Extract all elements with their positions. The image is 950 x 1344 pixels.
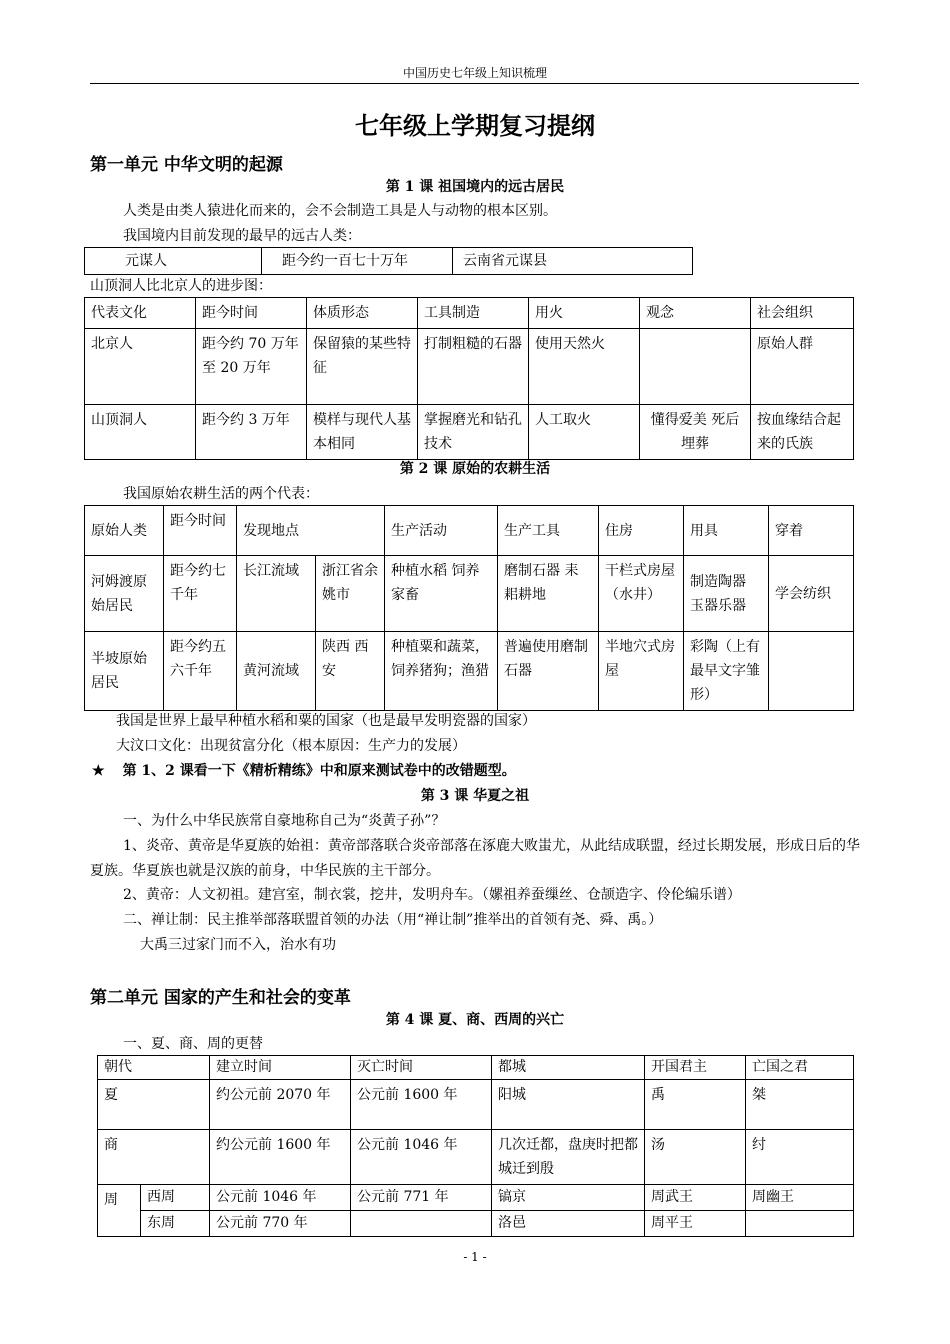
- table-cell: 种植水稻 饲养家畜: [385, 556, 498, 632]
- table-cell: 周武王: [645, 1185, 746, 1211]
- table-cell: 磨制石器 耒耜耕地: [498, 556, 599, 632]
- table-row: [98, 1080, 854, 1130]
- lesson1-heading: 第 1 课 祖国境内的远古居民: [385, 179, 565, 195]
- lesson2-para1: 我国原始农耕生活的两个代表：: [123, 486, 319, 502]
- lesson1-para2: 我国境内目前发现的最早的远古人类：: [123, 228, 361, 244]
- table-row: [85, 298, 854, 329]
- table-cell: 元谋人: [85, 248, 262, 275]
- table-cell: 周幽王: [746, 1185, 854, 1211]
- lesson3-question2: 二、禅让制：民主推举部落联盟首领的办法（用“禅让制”推举出的首领有尧、舜、禹。）: [123, 912, 663, 928]
- table-row: [85, 632, 854, 711]
- table-cell: 公元前 1046 年: [351, 1130, 492, 1185]
- table-header-cell: 代表文化: [85, 298, 196, 329]
- table-header-cell: 观念: [640, 298, 751, 329]
- table-cell: 普遍使用磨制石器: [498, 632, 599, 711]
- lesson3-question1: 一、为什么中华民族常自豪地称自己为“炎黄子孙”？: [123, 813, 446, 829]
- dynasty-table: [97, 1055, 854, 1237]
- table-cell: 商: [98, 1130, 210, 1185]
- table-row: [98, 1056, 854, 1080]
- lesson4-para1: 一、夏、商、周的更替: [123, 1036, 263, 1052]
- table-cell: 几次迁都，盘庚时把都城迁到殷: [492, 1130, 645, 1185]
- table-header-cell: 体质形态: [307, 298, 418, 329]
- table-cell: 制造陶器 玉器乐器: [684, 556, 769, 632]
- table-cell: 浙江省余姚市: [316, 556, 385, 632]
- unit2-heading: 第二单元 国家的产生和社会的变革: [90, 988, 351, 1008]
- table-cell: 距今约一百七十万年: [262, 248, 453, 275]
- table-header-cell: 用火: [529, 298, 640, 329]
- table-cell: 桀: [746, 1080, 854, 1130]
- lesson1-para3: 山顶洞人比北京人的进步图：: [90, 278, 272, 294]
- table-cell: 公元前 771 年: [351, 1185, 492, 1211]
- table-cell: 河姆渡原始居民: [85, 556, 164, 632]
- table-cell: 人工取火: [529, 405, 640, 460]
- lesson2-para2: 我国是世界上最早种植水稻和粟的国家（也是最早发明瓷器的国家）: [116, 713, 536, 729]
- table-cell: [351, 1211, 492, 1237]
- table-cell: 汤: [645, 1130, 746, 1185]
- table-cell: [746, 1211, 854, 1237]
- table-cell: 云南省元谋县: [453, 248, 693, 275]
- header-rule: [90, 83, 859, 84]
- table-cell: 原始人群: [751, 329, 854, 405]
- table-cell: 镐京: [492, 1185, 645, 1211]
- table-header-cell: 建立时间: [210, 1056, 351, 1080]
- table-header-cell: 工具制造: [418, 298, 529, 329]
- lesson3-para3: 大禹三过家门而不入，治水有功: [140, 937, 336, 953]
- table-cell: 学会纺织: [769, 556, 854, 632]
- table-cell: 距今约 3 万年: [196, 405, 307, 460]
- table-cell: 保留猿的某些特征: [307, 329, 418, 405]
- table-cell: 禹: [645, 1080, 746, 1130]
- table-header-cell: 社会组织: [751, 298, 854, 329]
- table-cell: 彩陶（上有最早文字雏形）: [684, 632, 769, 711]
- table-cell: 按血缘结合起来的氏族: [751, 405, 854, 460]
- lesson3-heading: 第 3 课 华夏之祖: [420, 788, 530, 804]
- table-cell: 长江流域: [237, 556, 316, 632]
- table-header-cell: 原始人类: [85, 506, 164, 556]
- table-cell: 距今约 70 万年至 20 万年: [196, 329, 307, 405]
- star-note-text: 第 1、2 课看一下《精析精练》中和原来测试卷中的改错题型。: [122, 763, 516, 779]
- table-row: [98, 1185, 854, 1211]
- table-header-cell: 亡国之君: [746, 1056, 854, 1080]
- table-header-cell: 距今时间: [196, 298, 307, 329]
- table-cell: 黄河流域: [237, 632, 316, 711]
- table-cell: 打制粗糙的石器: [418, 329, 529, 405]
- table-cell: 阳城: [492, 1080, 645, 1130]
- lesson3-answer1: 1、炎帝、黄帝是华夏族的始祖：黄帝部落联合炎帝部落在涿鹿大败蚩尤，从此结成联盟，经过长期发展，形成日后的华夏族。华夏族也就是汉族的前身，中华民族的主干部分。: [90, 838, 860, 879]
- table-cell: 洛邑: [492, 1211, 645, 1237]
- lesson2-heading: 第 2 课 原始的农耕生活: [399, 461, 551, 477]
- table-header-cell: 灭亡时间: [351, 1056, 492, 1080]
- table-cell: 模样与现代人基本相同: [307, 405, 418, 460]
- table-cell: 约公元前 1600 年: [210, 1130, 351, 1185]
- table-header-cell: 距今时间: [164, 506, 237, 556]
- table-cell: 公元前 1600 年: [351, 1080, 492, 1130]
- table-cell: 懂得爱美 死后埋葬: [640, 405, 751, 460]
- table-row: [85, 329, 854, 405]
- table-cell: 东周: [141, 1211, 210, 1237]
- table-cell: 周: [98, 1185, 141, 1237]
- table-cell: 距今约五六千年: [164, 632, 237, 711]
- lesson2-para3: 大汶口文化：出现贫富分化（根本原因：生产力的发展）: [116, 738, 466, 754]
- table-cell: 公元前 770 年: [210, 1211, 351, 1237]
- table-header-cell: 生产工具: [498, 506, 599, 556]
- table-header-cell: 开国君主: [645, 1056, 746, 1080]
- unit1-heading: 第一单元 中华文明的起源: [90, 155, 283, 175]
- table-cell: 公元前 1046 年: [210, 1185, 351, 1211]
- table-cell: 半地穴式房屋: [599, 632, 684, 711]
- running-header: 中国历史七年级上知识梳理: [402, 66, 547, 80]
- lesson3-answer2: 2、黄帝：人文初祖。建宫室，制衣裳，挖井，发明舟车。（嫘祖养蚕缫丝、仓颉造字、伶伦编乐谱）: [123, 887, 741, 903]
- table-cell: 种植粟和蔬菜，饲养猪狗；渔猎: [385, 632, 498, 711]
- lesson1-para1: 人类是由类人猿进化而来的，会不会制造工具是人与动物的根本区别。: [123, 203, 557, 219]
- table-header-cell: 生产活动: [385, 506, 498, 556]
- table-cell: 纣: [746, 1130, 854, 1185]
- table-row: [85, 556, 854, 632]
- table-cell: 北京人: [85, 329, 196, 405]
- table-row: [98, 1130, 854, 1185]
- lesson4-heading: 第 4 课 夏、商、西周的兴亡: [385, 1012, 565, 1028]
- table-cell: 约公元前 2070 年: [210, 1080, 351, 1130]
- star-note: [92, 760, 516, 780]
- table-row: [85, 506, 854, 556]
- table-cell: 周平王: [645, 1211, 746, 1237]
- table-row: [85, 248, 693, 275]
- table-cell: 山顶洞人: [85, 405, 196, 460]
- table-header-cell: 都城: [492, 1056, 645, 1080]
- table-cell: 夏: [98, 1080, 210, 1130]
- earliest-human-table: [84, 247, 693, 275]
- document-title: 七年级上学期复习提纲: [355, 111, 595, 140]
- table-cell: 西周: [141, 1185, 210, 1211]
- table-header-cell: 穿着: [769, 506, 854, 556]
- table-cell: 半坡原始居民: [85, 632, 164, 711]
- table-header-cell: 用具: [684, 506, 769, 556]
- farming-table: [84, 505, 854, 711]
- table-row: [85, 405, 854, 460]
- table-cell: 距今约七千年: [164, 556, 237, 632]
- table-cell: 干栏式房屋（水井）: [599, 556, 684, 632]
- table-cell: 掌握磨光和钻孔技术: [418, 405, 529, 460]
- table-row: [98, 1211, 854, 1237]
- table-cell: 陕西 西安: [316, 632, 385, 711]
- table-header-cell: 住房: [599, 506, 684, 556]
- table-cell: [640, 329, 751, 405]
- comparison-table: [84, 297, 854, 460]
- table-cell: 使用天然火: [529, 329, 640, 405]
- table-header-cell: 朝代: [98, 1056, 210, 1080]
- page-number: - 1 -: [463, 1250, 487, 1264]
- star-icon: ★: [92, 763, 105, 779]
- table-cell: [769, 632, 854, 711]
- table-header-cell: 发现地点: [237, 506, 385, 556]
